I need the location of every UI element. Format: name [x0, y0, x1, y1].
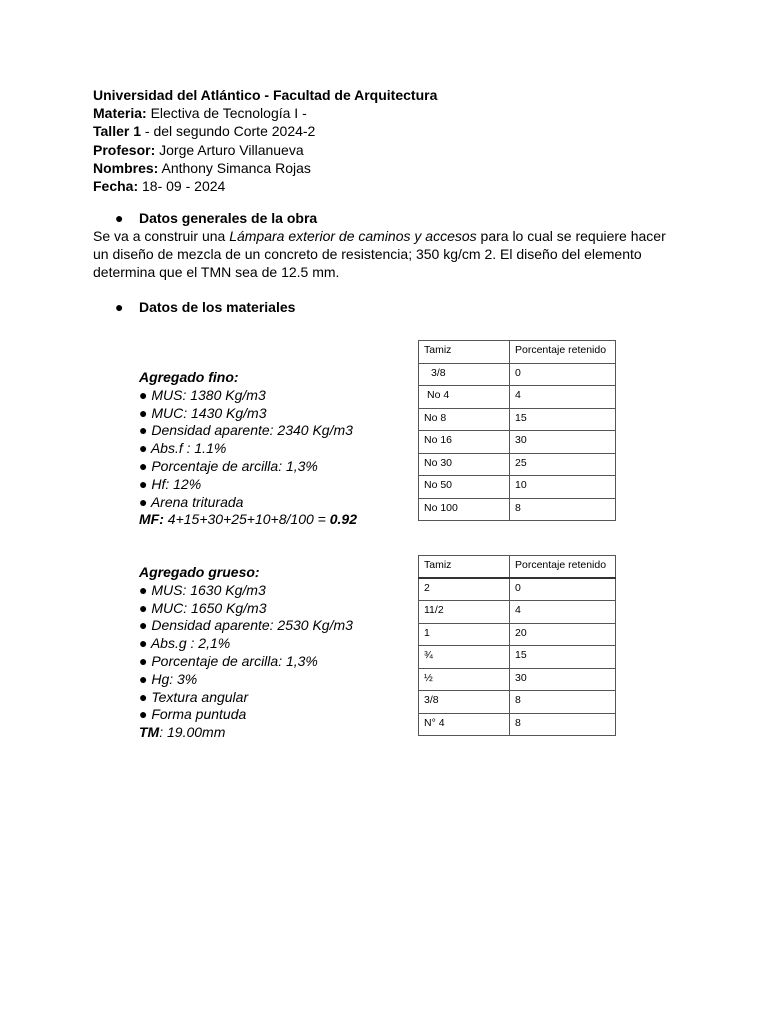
table-row	[419, 601, 616, 624]
table-header-row	[419, 341, 616, 364]
materia-label: Materia:	[93, 105, 147, 122]
table-cell: 8	[510, 691, 616, 714]
list-item: ● Abs.f : 1.1%	[139, 440, 227, 457]
table-cell: No 100	[419, 498, 510, 521]
table-cell: 3/8	[419, 363, 510, 386]
table-row	[419, 476, 616, 499]
table-cell: ½	[419, 668, 510, 691]
table-cell: No 4	[419, 386, 510, 409]
profesor-line	[93, 141, 437, 159]
agregado-grueso-block	[139, 564, 353, 742]
list-item: ● MUS: 1380 Kg/m3	[139, 386, 266, 403]
tm-line	[139, 724, 353, 742]
table-cell: 15	[510, 408, 616, 431]
table-cell: 2	[419, 578, 510, 601]
tm-label: TM	[139, 724, 160, 741]
table-cell: No 8	[419, 408, 510, 431]
table-cell: 30	[510, 431, 616, 454]
table-cell: 0	[510, 363, 616, 386]
table-cell: 0	[510, 578, 616, 601]
nombres-value: Anthony Simanca Rojas	[158, 159, 311, 176]
table-cell: 15	[510, 646, 616, 669]
table-row	[419, 363, 616, 386]
table-row	[419, 668, 616, 691]
section-title-text: Datos de los materiales	[139, 299, 296, 315]
table-cell: 20	[510, 623, 616, 646]
list-item: ● Densidad aparente: 2530 Kg/m3	[139, 617, 353, 634]
list-item: ● Abs.g : 2,1%	[139, 635, 231, 652]
table-row	[419, 386, 616, 409]
materia-line	[93, 104, 437, 122]
list-item: ● Densidad aparente: 2340 Kg/m3	[139, 422, 353, 439]
paragraph-italic-text: Lámpara exterior de caminos y accesos	[229, 228, 477, 244]
section-title-datos-generales	[115, 210, 317, 226]
table-cell: No 16	[419, 431, 510, 454]
list-item: ● Arena triturada	[139, 493, 244, 510]
taller-label: Taller 1	[93, 123, 141, 140]
paragraph-text: para lo cual se requiere hacer un diseño de mezcla de un concreto de resistencia; 350 kg/cm 2. El diseño del elemento determina que el TMN sea de 12.5 mm.	[93, 228, 666, 281]
fecha-value: 18- 09 - 2024	[138, 178, 226, 195]
table-row	[419, 431, 616, 454]
university-title: Universidad del Atlántico - Facultad de Arquitectura	[93, 87, 438, 103]
nombres-line	[93, 159, 437, 177]
list-item: ● MUC: 1430 Kg/m3	[139, 404, 267, 421]
table-cell: 4	[510, 386, 616, 409]
mf-line	[139, 511, 357, 529]
table-cell: 10	[510, 476, 616, 499]
table-cell: 25	[510, 453, 616, 476]
table-agregado-grueso	[418, 555, 616, 736]
list-item: ● Textura angular	[139, 688, 249, 705]
agregado-grueso-title: Agregado grueso:	[139, 564, 260, 580]
table-header-cell: Porcentaje retenido	[510, 341, 616, 364]
list-item: ● Porcentaje de arcilla: 1,3%	[139, 652, 318, 669]
section-title-datos-materiales	[115, 299, 295, 315]
list-item: ● MUS: 1630 Kg/m3	[139, 581, 266, 598]
table-row	[419, 691, 616, 714]
table-header-cell: Tamiz	[419, 556, 510, 579]
table-cell: 4	[510, 601, 616, 624]
materia-value: Electiva de Tecnología I -	[146, 105, 307, 122]
table-agregado-fino	[418, 340, 616, 521]
list-item: ● Hg: 3%	[139, 670, 198, 687]
table-cell: N° 4	[419, 713, 510, 736]
mf-result: 0.92	[329, 511, 357, 528]
university-line	[93, 86, 437, 104]
table-row	[419, 453, 616, 476]
mf-label: MF:	[139, 511, 164, 528]
section-title-text: Datos generales de la obra	[139, 210, 318, 226]
table-cell: No 50	[419, 476, 510, 499]
profesor-label: Profesor:	[93, 141, 156, 158]
table-cell: 1	[419, 623, 510, 646]
agregado-fino-block	[139, 369, 357, 529]
table-row	[419, 408, 616, 431]
section-paragraph	[93, 227, 683, 282]
table-header-cell: Tamiz	[419, 341, 510, 364]
bullet-icon: ●	[115, 210, 124, 226]
document-header	[93, 86, 437, 195]
table-row	[419, 578, 616, 601]
list-item: ● MUC: 1650 Kg/m3	[139, 599, 267, 616]
table-row	[419, 713, 616, 736]
fecha-line	[93, 177, 437, 195]
list-item: ● Porcentaje de arcilla: 1,3%	[139, 457, 318, 474]
table-row	[419, 646, 616, 669]
table-row	[419, 623, 616, 646]
tm-value: : 19.00mm	[159, 724, 226, 741]
table-header-row	[419, 556, 616, 579]
agregado-fino-title: Agregado fino:	[139, 369, 239, 385]
table-cell: 8	[510, 498, 616, 521]
table-cell: ¾	[419, 646, 510, 669]
paragraph-text: Se va a construir una	[93, 228, 230, 244]
table-cell: 8	[510, 713, 616, 736]
table-cell: 11/2	[419, 601, 510, 624]
fecha-label: Fecha:	[93, 178, 139, 195]
taller-line	[93, 122, 437, 140]
table-header-cell: Porcentaje retenido	[510, 556, 616, 579]
taller-value: - del segundo Corte 2024-2	[141, 123, 316, 140]
mf-formula: 4+15+30+25+10+8/100 =	[163, 511, 330, 528]
table-cell: 3/8	[419, 691, 510, 714]
table-cell: No 30	[419, 453, 510, 476]
bullet-icon: ●	[115, 299, 124, 315]
table-row	[419, 498, 616, 521]
nombres-label: Nombres:	[93, 159, 159, 176]
table-cell: 30	[510, 668, 616, 691]
profesor-value: Jorge Arturo Villanueva	[155, 141, 304, 158]
list-item: ● Forma puntuda	[139, 706, 247, 723]
list-item: ● Hf: 12%	[139, 475, 202, 492]
